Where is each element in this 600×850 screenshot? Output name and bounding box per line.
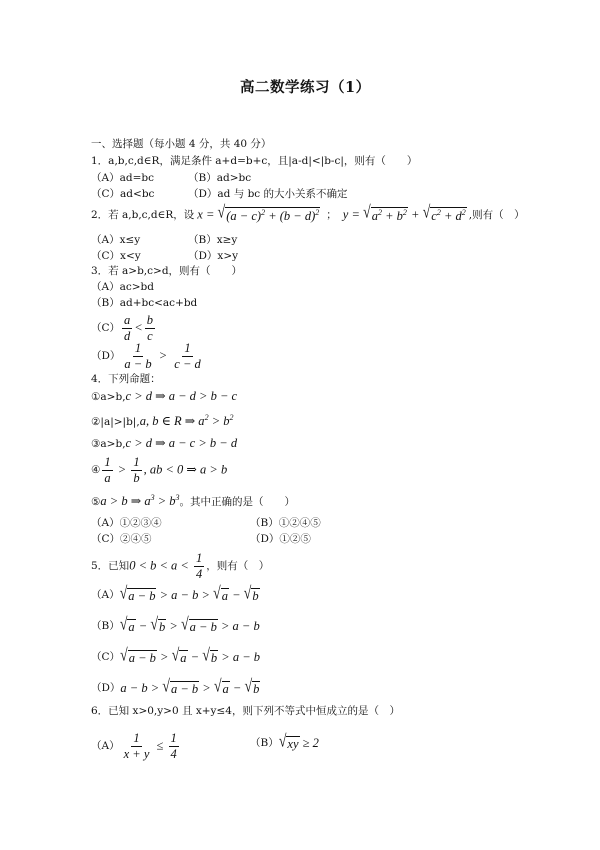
q4-p5-expression: a > b ⇒ $a^3 > b^3$ <box>100 493 180 508</box>
q4-p4-expression: $\frac{1}{a}$ > $\frac{1}{b}$ , ab < 0 ⇒ a > b <box>104 455 228 486</box>
q4-proposition-4 <box>91 456 227 485</box>
q4-option-c: （C）②④⑤ <box>91 533 152 545</box>
q5-option-a-label: （A） <box>91 589 120 602</box>
q5-option-c-expression: √ a − b > √ a − √ b > a − b <box>120 646 261 666</box>
q3-option-a: （A）ac>bd <box>91 281 154 293</box>
q6-option-a <box>91 732 181 761</box>
q1-option-b: （B）ad>bc <box>188 172 252 184</box>
q2-separator: ； <box>326 208 337 221</box>
q3-stem: 3．若 a>b,c>d，则有（ ） <box>91 265 243 277</box>
section-heading: 一、选择题（每小题 4 分，共 40 分） <box>91 138 272 150</box>
q1-option-c: （C）ad<bc <box>91 188 155 200</box>
q4-option-a: （A）①②③④ <box>91 517 162 529</box>
q3-option-d-label: （D） <box>91 349 121 362</box>
q6-option-b <box>250 732 319 752</box>
q3-option-b: （B）ad+bc<ac+bd <box>91 297 198 309</box>
q5-option-b <box>91 615 260 635</box>
q1-option-d: （D）ad 与 bc 的大小关系不确定 <box>188 188 348 200</box>
q5-option-b-label: （B） <box>91 620 120 633</box>
q2-prefix: 2．若 a,b,c,d∈R，设 <box>91 208 195 221</box>
q2-x-expression: x = √ $(a - c)^2 + (b - d)^2$ <box>197 203 320 223</box>
page-title: 高二数学练习（1） <box>240 79 371 96</box>
q4-proposition-2 <box>91 414 234 429</box>
q4-stem: 4．下列命题： <box>91 373 161 385</box>
q5-option-d-label: （D） <box>91 682 121 695</box>
q2-y-expression: y = √ $a^2 + b^2$ + √ $c^2 + d^2$ <box>342 203 466 223</box>
q1-option-a: （A）ad=bc <box>91 172 154 184</box>
q2-suffix: ,则有（ ） <box>468 208 525 221</box>
q4-p2-text: ②|a|>|b|, <box>91 416 140 428</box>
q4-p5-label: ⑤ <box>91 496 101 508</box>
q6-stem: 6．已知 x>0,y>0 且 x+y≤4，则下列不等式中恒成立的是（ ） <box>91 705 400 717</box>
q2-option-c: （C）x<y <box>91 250 141 262</box>
q4-proposition-3 <box>91 437 237 451</box>
q3-option-c-label: （C） <box>91 321 121 334</box>
q3-option-d <box>91 342 205 371</box>
q4-p4-label: ④ <box>91 463 101 476</box>
q2-option-b: （B）x≥y <box>188 234 238 246</box>
q3-option-c <box>91 314 157 343</box>
q5-option-c <box>91 646 261 666</box>
q5-option-d <box>91 677 260 697</box>
q4-p5-text: 。其中正确的是（ ） <box>179 496 296 508</box>
q5-option-a <box>91 584 260 604</box>
q4-p1-expression: c > d ⇒ a − d > b − c <box>125 389 238 403</box>
q5-stem-prefix: 5．已知 <box>91 559 130 572</box>
q5-stem <box>91 552 269 581</box>
q2-option-a: （A）x≤y <box>91 234 141 246</box>
q4-option-b: （B）①②④⑤ <box>250 517 321 529</box>
q4-option-d: （D）①②⑤ <box>250 533 311 545</box>
q6-option-a-expression: $\frac{1}{x + y}$ ≤ $\frac{1}{4}$ <box>123 731 177 762</box>
q6-option-a-label: （A） <box>91 739 120 752</box>
q6-option-b-label: （B） <box>250 737 279 750</box>
q5-option-c-label: （C） <box>91 651 121 664</box>
q4-p1-text: ①a>b, <box>91 391 126 403</box>
q4-p3-expression: c > d ⇒ a − c > b − d <box>125 436 238 450</box>
q5-option-b-expression: √ a − √ b > √ a − b > a − b <box>119 615 260 635</box>
q6-option-b-expression: √ xy ≥ 2 <box>278 732 319 752</box>
q5-stem-suffix: ，则有（ ） <box>206 559 270 572</box>
q4-proposition-5 <box>91 494 295 509</box>
q5-stem-expression: 0 < b < a < $\frac{1}{4}$ <box>129 551 203 582</box>
q5-option-d-expression: a − b > √ a − b > √ a − √ b <box>120 677 260 697</box>
q4-proposition-1 <box>91 390 237 404</box>
q4-p3-text: ③a>b, <box>91 438 126 450</box>
q4-p2-expression: a, b ∈ R ⇒ $a^2 > b^2$ <box>139 413 234 428</box>
q2-stem <box>91 203 525 224</box>
q3-option-c-expression: $\frac{a}{d}$ < $\frac{b}{c}$ <box>124 313 153 344</box>
q5-option-a-expression: √ a − b > a − b > √ a − √ b <box>119 584 259 604</box>
q1-stem: 1．a,b,c,d∈R，满足条件 a+d=b+c，且|a-d|<|b-c|，则有（ ） <box>91 155 418 167</box>
q2-option-d: （D）x>y <box>188 250 239 262</box>
q3-option-d-expression: $\frac{1}{a - b}$ > $\frac{1}{c - d}$ <box>124 341 201 372</box>
